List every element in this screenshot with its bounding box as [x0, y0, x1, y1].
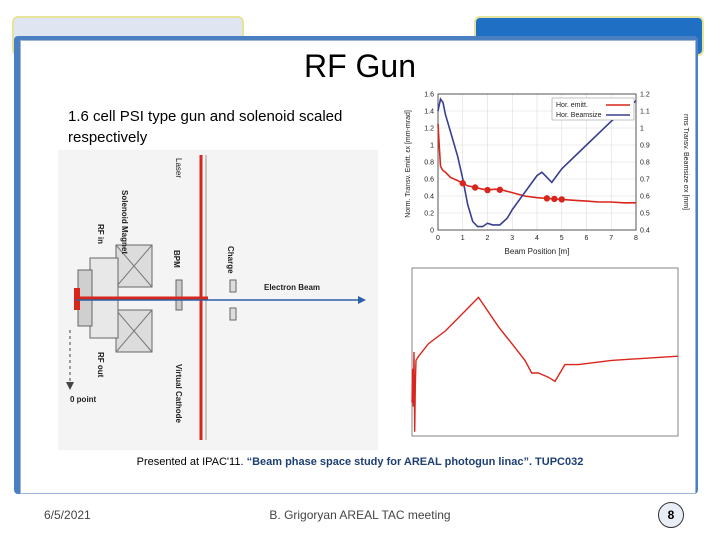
top-y-tick: 0.6: [424, 176, 434, 184]
emittance-marker: [497, 187, 503, 193]
top-y-tick: 0.4: [424, 193, 434, 201]
label-zero-point: 0 point: [70, 395, 97, 404]
top-chart-ylabel: Norm. Transv. Emitt. εx [mm-mrad]: [405, 110, 412, 218]
top-x-tick: 5: [559, 235, 564, 242]
emittance-marker: [559, 196, 565, 202]
label-electron-beam: Electron Beam: [264, 283, 321, 292]
label-laser: Laser: [174, 158, 183, 179]
emittance-marker: [484, 187, 490, 193]
top-y2-tick: 0.9: [640, 142, 650, 150]
bottom-plot: [398, 262, 690, 450]
top-chart-legend: [552, 98, 634, 120]
top-y2-tick: 0.4: [640, 227, 650, 235]
top-x-tick: 0: [436, 235, 440, 242]
footer-date: 6/5/2021: [44, 508, 91, 522]
legend-beamsize: Hor. Beamsize: [556, 112, 602, 119]
top-x-tick: 3: [510, 235, 515, 242]
emittance-marker: [460, 180, 466, 186]
emittance-marker: [472, 184, 478, 190]
emittance-marker: [544, 195, 550, 201]
top-x-tick: 8: [634, 235, 638, 242]
slide-subtitle: 1.6 cell PSI type gun and solenoid scaled respectively: [68, 108, 343, 146]
top-y2-tick: 0.8: [640, 159, 650, 167]
gun-schematic: [58, 150, 378, 450]
page-number: 8: [658, 502, 684, 528]
citation-prefix: Presented at IPAC'11.: [136, 456, 247, 468]
top-y-tick: 1.4: [424, 108, 434, 116]
top-y2-tick: 1.1: [640, 108, 650, 116]
label-rf-in: RF in: [96, 224, 105, 244]
charge-marker: [230, 280, 236, 292]
top-y-tick: 1.6: [424, 91, 434, 99]
top-y-tick: 1: [430, 142, 434, 150]
top-x-tick: 7: [609, 235, 614, 242]
top-x-tick: 2: [485, 235, 490, 242]
top-chart-xlabel: Beam Position [m]: [504, 247, 570, 256]
label-virtual-cathode: Virtual Cathode: [174, 364, 183, 423]
top-y2-tick: 1.2: [640, 91, 650, 99]
top-x-tick: 1: [460, 235, 465, 242]
emittance-marker: [551, 196, 557, 202]
citation-paper: “Beam phase space study for AREAL photogun linac”. TUPC032: [246, 456, 584, 468]
top-x-tick: 4: [535, 235, 539, 242]
top-y-tick: 0.8: [424, 159, 434, 167]
top-y-tick: 0: [430, 227, 434, 235]
top-y2-tick: 0.6: [640, 193, 650, 201]
legend-emittance: Hor. emitt.: [556, 102, 588, 109]
citation: [0, 456, 720, 468]
bpm-marker: [176, 280, 182, 310]
label-rf-out: RF out: [96, 352, 105, 378]
top-y2-tick: 1: [640, 125, 644, 133]
top-y-tick: 1.2: [424, 125, 434, 133]
top-x-tick: 6: [584, 235, 589, 242]
top-y2-tick: 0.5: [640, 210, 650, 218]
top-y2-tick: 0.7: [640, 176, 650, 184]
label-charge: Charge: [226, 246, 235, 274]
slide-title: RF Gun: [303, 48, 417, 84]
label-bpm: BPM: [172, 250, 181, 268]
emittance-beamsize-chart: [402, 88, 692, 260]
footer-presenter: B. Grigoryan AREAL TAC meeting: [269, 508, 451, 522]
top-y-tick: 0.2: [424, 210, 434, 218]
top-chart-ylabel-right: rms Transv. Beamsize σx [mm]: [682, 114, 689, 210]
label-solenoid: Solenoid Magnet: [120, 190, 129, 254]
